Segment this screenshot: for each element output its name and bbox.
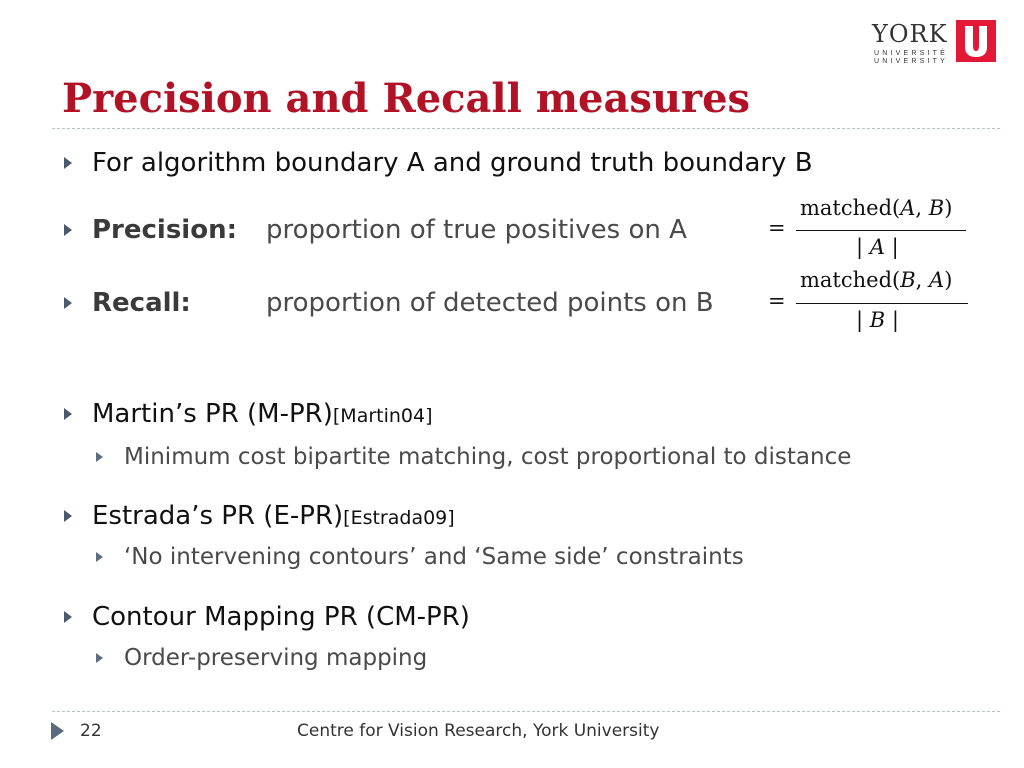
martin-pr-item — [92, 398, 433, 432]
martin-pr-label: Martin’s PR (M-PR) — [92, 399, 333, 429]
footer-arrow-icon — [51, 722, 64, 740]
recall-equals: = — [768, 289, 786, 313]
precision-label: Precision: — [92, 215, 237, 245]
recall-formula — [768, 268, 978, 336]
bullet-arrow-icon — [64, 157, 72, 169]
martin-pr-detail: Minimum cost bipartite matching, cost proportional to distance — [124, 444, 852, 470]
contour-mapping-pr-item: Contour Mapping PR (CM-PR) — [92, 602, 470, 632]
precision-description: proportion of true positives on A — [266, 215, 687, 245]
precision-fraction-bar — [796, 230, 966, 231]
bullet-arrow-icon — [64, 297, 72, 309]
york-u-mark-icon — [956, 20, 996, 62]
bullet-arrow-icon — [64, 611, 72, 623]
recall-fraction-bar — [796, 303, 968, 304]
recall-label: Recall: — [92, 288, 191, 318]
precision-formula — [768, 196, 978, 264]
bullet-arrow-icon — [64, 510, 72, 522]
bullet-boundaries: For algorithm boundary A and ground truth boundary B — [92, 148, 813, 178]
logo-line-universite: UNIVERSITÉ — [874, 50, 949, 57]
martin-citation: [Martin04] — [332, 405, 433, 427]
slide-title: Precision and Recall measures — [62, 75, 751, 122]
estrada-pr-label: Estrada’s PR (E-PR) — [92, 501, 344, 531]
sub-bullet-arrow-icon — [96, 552, 103, 562]
bullet-arrow-icon — [64, 224, 72, 236]
footer-affiliation: Centre for Vision Research, York University — [297, 721, 660, 741]
recall-denominator: | B | — [856, 308, 899, 332]
title-divider — [52, 128, 1000, 129]
contour-mapping-detail: Order-preserving mapping — [124, 645, 428, 671]
york-university-logo — [872, 20, 998, 64]
estrada-pr-detail: ‘No intervening contours’ and ‘Same side’ constraints — [124, 544, 744, 570]
logo-wordmark: YORK — [872, 20, 948, 48]
recall-numerator: matched(B, A) — [800, 268, 953, 292]
recall-description: proportion of detected points on B — [266, 288, 714, 318]
precision-denominator: | A | — [856, 235, 899, 259]
slide-number: 22 — [80, 721, 102, 741]
footer-divider — [52, 711, 1000, 712]
precision-numerator: matched(A, B) — [800, 196, 953, 220]
sub-bullet-arrow-icon — [96, 452, 103, 462]
precision-equals: = — [768, 216, 786, 240]
estrada-citation: [Estrada09] — [343, 507, 455, 529]
estrada-pr-item — [92, 500, 455, 534]
sub-bullet-arrow-icon — [96, 653, 103, 663]
logo-line-university: UNIVERSITY — [874, 58, 949, 65]
bullet-arrow-icon — [64, 408, 72, 420]
